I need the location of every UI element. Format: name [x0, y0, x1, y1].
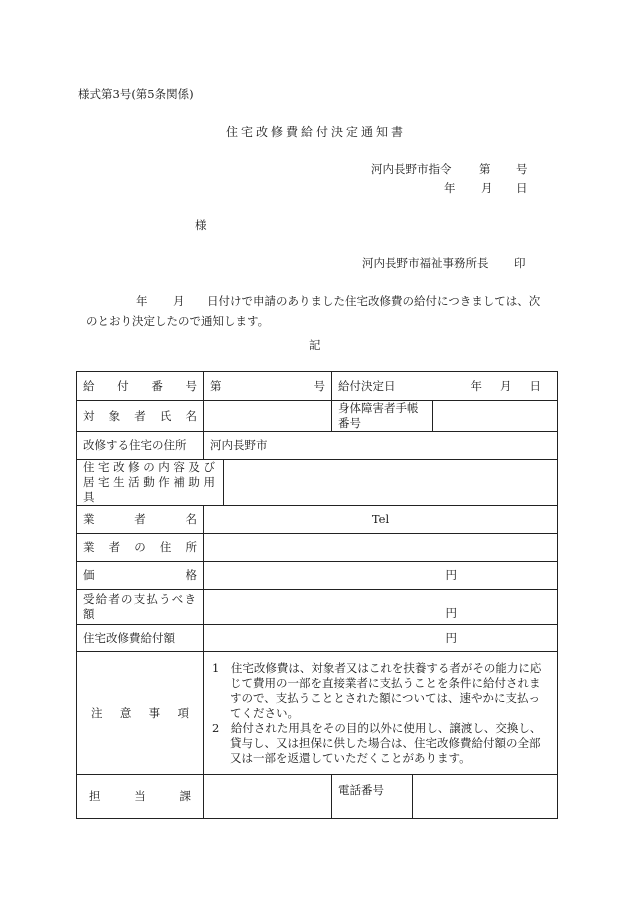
- table-row-renovation-content: [77, 460, 558, 506]
- table-row-contractor-name: [77, 506, 558, 534]
- label-decision-date: 給付決定日: [332, 372, 433, 401]
- date-day-label: 日: [516, 181, 528, 195]
- phone-number-value: [413, 775, 558, 819]
- table-row-recipient-name: [77, 401, 558, 432]
- label-contractor-address: 業者の住所: [77, 534, 204, 562]
- benefit-amount-yen: 円: [204, 625, 558, 652]
- disability-handbook-number-value: [433, 401, 558, 432]
- table-row-contractor-address: [77, 534, 558, 562]
- reference-go: 号: [516, 162, 528, 176]
- body-month-label: 月: [173, 294, 185, 308]
- renovation-content-value: [224, 460, 558, 506]
- table-row-department: [77, 775, 558, 819]
- date-month-label: 月: [481, 181, 493, 195]
- body-text-line2: のとおり決定したので通知します。: [86, 314, 270, 328]
- contractor-address-value: [204, 534, 558, 562]
- price-yen: 円: [204, 562, 558, 590]
- notes-cell: [204, 652, 558, 775]
- recipient-name-value: [204, 401, 332, 432]
- note-item-1: 1 住宅改修費は、対象者又はこれを扶養する者がその能力に応じて費用の一部を直接業者に支払うことを条件に給付されますので、支払うこととされた額については、速やかに支払ってください。: [212, 660, 542, 720]
- label-benefit-number: 給付番号: [77, 372, 204, 401]
- table-row-benefit-amount: [77, 625, 558, 652]
- recipient-payment-yen: 円: [204, 590, 558, 625]
- label-phone-number: 電話番号: [332, 775, 413, 819]
- decision-date-cell: [433, 372, 558, 401]
- label-house-address: 改修する住宅の住所: [77, 432, 204, 460]
- benefit-number-go: 号: [313, 378, 325, 393]
- decision-date-month: 月: [500, 378, 512, 393]
- label-contractor-name: 業者名: [77, 506, 204, 534]
- reference-prefix: 河内長野市指令: [371, 162, 452, 176]
- seal-mark: 印: [514, 256, 526, 270]
- body-text-line1: 日付けで申請のありました住宅改修費の給付につきましては、次: [207, 294, 541, 308]
- issuer-name: 河内長野市福祉事務所長: [362, 256, 489, 270]
- reference-dai: 第: [479, 162, 491, 176]
- label-renovation-content: 住宅改修の内容及び居宅生活動作補助用具: [77, 460, 224, 506]
- decision-date-year: 年: [470, 378, 482, 393]
- department-value: [204, 775, 332, 819]
- table-row-price: [77, 562, 558, 590]
- label-price: 価格: [77, 562, 204, 590]
- form-number: 様式第3号(第5条関係): [78, 87, 194, 101]
- benefit-number-cell: [204, 372, 332, 401]
- note-item-2: 2 給付された用具をその目的以外に使用し、譲渡し、交換し、貸与し、又は担保に供した場合は、住宅改修費給付額の全部又は一部を返還していただくことがあります。: [212, 720, 542, 765]
- label-disability-handbook-number: 身体障害者手帳番号: [332, 401, 433, 432]
- contractor-tel: Tel: [204, 506, 558, 534]
- table-row-house-address: [77, 432, 558, 460]
- body-year-label: 年: [136, 294, 148, 308]
- label-recipient-name: 対象者氏名: [77, 401, 204, 432]
- table-row-notes: [77, 652, 558, 775]
- decision-date-day: 日: [529, 378, 541, 393]
- label-department: 担当課: [77, 775, 204, 819]
- ki-heading: 記: [309, 338, 321, 352]
- house-address-value: 河内長野市: [204, 432, 558, 460]
- document-title: 住宅改修費給付決定通知書: [226, 125, 407, 139]
- addressee-honorific: 様: [195, 218, 207, 232]
- benefit-number-dai: 第: [210, 378, 222, 393]
- label-notes: 注意事項: [77, 652, 204, 775]
- label-recipient-payment: 受給者の支払うべき額: [77, 590, 204, 625]
- table-row-benefit-number: [77, 372, 558, 401]
- label-benefit-amount: 住宅改修費給付額: [77, 625, 204, 652]
- date-year-label: 年: [444, 181, 456, 195]
- table-row-recipient-payment: [77, 590, 558, 625]
- benefit-table: [76, 371, 558, 819]
